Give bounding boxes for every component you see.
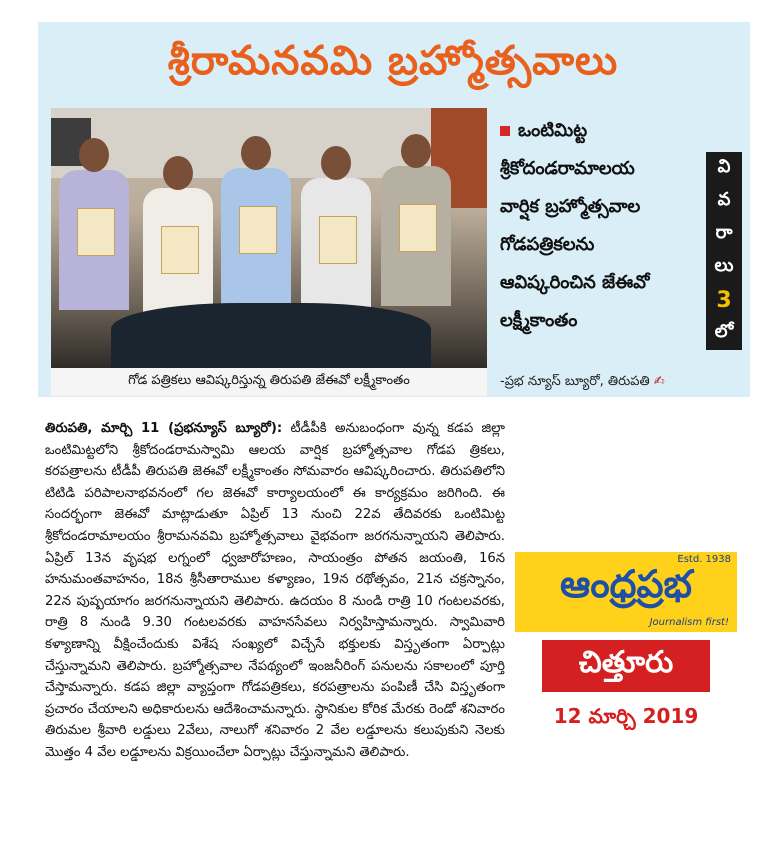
summary-line: ఒంటిమిట్ట — [500, 112, 705, 150]
article-body — [45, 418, 505, 764]
edition-date: 12 మార్చి 2019 — [553, 703, 699, 728]
tag-char: లు — [714, 255, 734, 276]
logo-wordmark: ఆంధ్రప్రభ — [560, 562, 692, 606]
newspaper-logo — [515, 552, 737, 632]
edition-badge: చిత్తూరు — [542, 640, 710, 692]
summary-line: లక్ష్మీకాంతం — [500, 310, 578, 331]
photo-table — [111, 303, 431, 368]
pen-icon: ✍ — [653, 374, 665, 389]
summary-line: ఆవిష్కరించిన జేఈవో — [500, 272, 650, 293]
article-text: టీడీపీకి అనుబంధంగా వున్న కడప జిల్లా ఒంటిమిట్టలోని శ్రీకోదండరామస్వామి ఆలయ వార్షిక బ్రహ్మోత్సవాల గోడప త్రికలు, కరపత్రాలను టీడీపీ తిరుపతి జెఈవో లక్ష్మీకాంతం సోమవారం ఆవిష్కరించారు. తిరుపతిలోని టిటిడి పరిపాలనాభవనంలో గల జెఈవో కార్యాలయంలో ఈ కార్యక్రమం జరిగింది. ఈ సందర్భంగా జెఈవో మాట్లాడుతూ ఏప్రిల్ 13 నుంచి 22వ తేదివరకు ఒంటిమిట్ట శ్రీకోదండరామాలయం శ్రీరామనవమి బ్రహ్మోత్సవాలు వైభవంగా జరగనున్నాయని తెలిపారు. ఏప్రిల్ 13న వృషభ లగ్నంలో ధ్వజారోహణం, సాయంత్రం పోతన జయంతి, 16న హనుమంతవాహనం, 18న శ్రీసీతారాముల కళ్యాణం, 19న రథోత్సవం, 21న చక్రస్నానం, 22న పుష్పయాగం జరగనున్నాయని తెలిపారు. ఉదయం 8 నుండి రాత్రి 10 గంటలవరకు, రాత్రి 8 నుండి 9.30 గంటలవరకు వాహనసేవలు నిర్వహిస్తామన్నారు. స్వామివారి కళ్యాణాన్ని వీక్షించేందుకు విశేష సంఖ్యలో విచ్చేసే భక్తులకు విస్తృతంగా ఏర్పాట్లు చేస్తున్నామని తెలిపారు. బ్రహ్మోత్సవాల నేపథ్యంలో ఇంజనీరింగ్ పనులను సకాలంలో పూర్తి చేస్తామన్నారు. కడప జిల్లా వ్యాప్తంగా గోడపత్రికలు, కరపత్రాలను పంపిణీ చేసి విస్తృతంగా ప్రచారం చేయాలని అధికారులను ఆదేశించామన్నారు. స్థానికుల కోరిక మేరకు రెండో శనివారం తిరుమల శ్రీవారి లడ్డులు 2వేలు, నాలుగో శనివారం 2 వేల లడ్డూలను కలుపుకుని నెలకు మొత్తం 4 వేల లడ్డూలను విక్రయించేలా ఏర్పాట్లు చేస్తున్నామని తెలిపారు. — [45, 421, 505, 760]
tag-char: వ — [717, 189, 731, 210]
summary-line: వార్షిక బ్రహ్మోత్సవాల — [500, 196, 641, 217]
tag-char: రా — [715, 222, 733, 243]
logo-estd: Estd. 1938 — [677, 554, 731, 565]
logo-tagline: Journalism first! — [649, 617, 729, 628]
details-page-tag — [706, 152, 742, 350]
summary-line: శ్రీకోదండరామాలయ — [500, 158, 635, 179]
headline: శ్రీరామనవమి బ్రహ్మోత్సవాలు — [167, 38, 619, 84]
tag-char: వి — [717, 156, 731, 177]
summary-line: గోడపత్రికలను — [500, 234, 595, 255]
tag-char: లో — [714, 321, 734, 342]
summary-box — [500, 112, 705, 340]
photo-caption: గోడ పత్రికలు ఆవిష్కరిస్తున్న తిరుపతి జేఈవో లక్ష్మీకాంతం — [51, 368, 487, 396]
dateline: తిరుపతి, మార్చి 11 (ప్రభన్యూస్ బ్యూరో): — [45, 421, 283, 436]
news-photo — [51, 108, 487, 368]
byline: -ప్రభ న్యూస్ బ్యూరో, తిరుపతి ✍ — [500, 374, 665, 389]
bullet-square-icon — [500, 126, 510, 136]
tag-page-number: 3 — [716, 288, 732, 313]
